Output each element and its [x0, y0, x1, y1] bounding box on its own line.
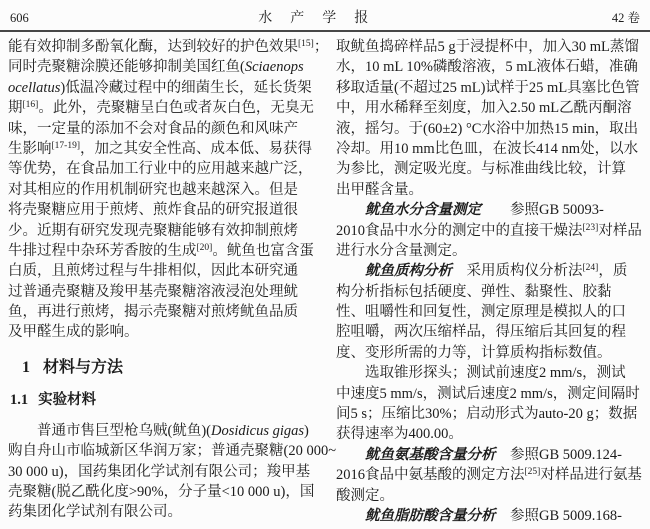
text-segment: 参照GB 5009.124- [495, 446, 622, 463]
subsection-title: 实验材料 [38, 391, 97, 408]
text-segment: 药集团化学试剂有限公司。 [8, 504, 182, 521]
text-segment: 间5 s；压缩比30%；启动形式为auto-20 g；数据 [336, 406, 638, 423]
text-segment: 壳聚糖(脱乙酰化度>90%，分子量<10 000 u)，国 [8, 484, 315, 501]
subsection-heading-experimental-materials [10, 390, 317, 410]
text-line [336, 159, 645, 179]
latin-species-name: ocellatus [8, 79, 61, 96]
section-title: 材料与方法 [43, 358, 124, 376]
text-line [8, 221, 317, 241]
text-segment: 度、变形所需的力等，计算质构指标数值。 [336, 344, 612, 361]
text-line [8, 261, 317, 281]
text-line [336, 363, 645, 383]
text-line [8, 322, 317, 342]
text-line [336, 465, 645, 485]
text-line [336, 98, 645, 118]
text-segment: 同时壳聚糖涂膜还能够抑制美国红鱼( [8, 59, 245, 76]
text-segment: 酸测定。 [336, 487, 394, 504]
text-line [8, 37, 329, 57]
text-line [8, 421, 317, 441]
right-column [336, 37, 645, 526]
text-segment: 30 000 u)，国药集团化学试剂有限公司；羧甲基 [8, 463, 311, 480]
text-segment: 过普通壳聚糖及羧甲基壳聚糖溶液浸泡处理鱿 [8, 283, 298, 300]
text-segment: 采用质构仪分析法 [452, 263, 583, 280]
text-line [8, 200, 317, 220]
text-line [336, 221, 645, 241]
text-line [336, 322, 645, 342]
text-line [8, 159, 317, 179]
text-segment: 白质，且煎烤过程与牛排相似，因此本研究通 [8, 263, 298, 280]
text-segment: 。鱿鱼也富含蛋 [212, 242, 314, 259]
text-segment: 等优势，在食品加工行业中的应用越来越广泛， [8, 161, 313, 178]
latin-species-name: Dosidicus gigas [211, 422, 305, 439]
reference-superscript: [20] [196, 242, 213, 253]
text-segment: 期 [8, 100, 23, 117]
text-line [336, 139, 645, 159]
text-segment: 中，用水稀释至刻度，加入2.50 mL乙酰丙酮溶 [336, 100, 632, 117]
reference-superscript: [16] [22, 100, 39, 111]
text-segment: 液，摇匀。于(60±2) °C水浴中加热15 min，取出 [336, 120, 639, 137]
run-in-heading: 鱿鱼质构分析 [365, 263, 452, 280]
text-line [336, 57, 645, 77]
page-number: 606 [10, 11, 29, 25]
text-line [8, 139, 317, 159]
text-line [336, 384, 645, 404]
text-segment: 冷却。用10 mm比色皿，在波长414 nm处，以水 [336, 140, 639, 157]
text-segment: 构分析指标包括硬度、弹性、黏聚性、胶黏 [336, 283, 612, 300]
text-segment: 购自舟山市临城新区华润万家；普通壳聚糖(20 000~ [8, 443, 337, 460]
text-line [336, 78, 645, 98]
text-line [336, 180, 645, 200]
text-segment: 取鱿鱼捣碎样品5 g于浸提杯中，加入30 mL蒸馏 [336, 39, 639, 55]
text-segment: 腔咀嚼，两次压缩样品，得压缩后其回复的程 [336, 324, 626, 341]
text-segment: 少。近期有研究发现壳聚糖能够有效抑制煎烤 [8, 222, 298, 239]
volume-label: 42 卷 [611, 11, 640, 25]
subsection-number: 1.1 [10, 391, 29, 408]
text-line [8, 57, 317, 77]
text-segment: )低温冷藏过程中的细菌生长，延长货架 [60, 79, 312, 96]
left-column [8, 37, 337, 526]
text-segment: 参照GB 5009.168- [495, 507, 622, 524]
reference-superscript: [24] [582, 263, 599, 274]
text-segment: 获得速率为400.00。 [336, 426, 463, 443]
text-segment: 水，10 mL 10%磷酸溶液，5 mL液体石蜡，准确 [336, 59, 638, 76]
text-segment: 选取锥形探头；测试前速度2 mm/s，测试 [336, 365, 626, 382]
text-line [336, 302, 645, 322]
text-segment: 及甲醛生成的影响。 [8, 324, 139, 341]
text-line [8, 462, 317, 482]
text-segment: 能有效抑制多酚氧化酶，达到较好的护色效果 [8, 39, 298, 55]
reference-superscript: [25] [524, 467, 541, 478]
text-line [336, 404, 645, 424]
reference-superscript: [17-19] [51, 140, 80, 151]
text-line [8, 502, 317, 522]
text-segment: ，加之其安全性高、成本低、易获得 [80, 140, 312, 157]
text-line [336, 282, 645, 302]
text-line [8, 241, 317, 261]
text-line [336, 261, 645, 281]
run-in-heading: 鱿鱼水分含量测定 [365, 202, 481, 219]
text-segment: ) [304, 422, 309, 439]
text-line [336, 506, 645, 526]
materials-paragraph [8, 421, 337, 523]
text-segment: 将壳聚糖应用于煎烤、煎炸食品的研究报道很 [8, 202, 298, 219]
run-in-heading: 鱿鱼氨基酸含量分析 [365, 446, 496, 463]
two-column-body [8, 37, 645, 526]
text-segment: 出甲醛含量。 [336, 181, 423, 198]
text-line [8, 302, 317, 322]
text-segment: 性、咀嚼性和回复性，测定原理是模拟人的口 [336, 304, 626, 321]
text-line [336, 486, 645, 506]
text-line [8, 441, 337, 461]
text-segment [336, 263, 365, 279]
header-divider [0, 30, 650, 32]
text-segment: 2010食品中水分的测定中的直接干燥法 [336, 222, 583, 239]
reference-superscript: [23] [582, 222, 599, 233]
text-line [8, 119, 317, 139]
text-segment: 鱼，再进行煎烤，揭示壳聚糖对煎烤鱿鱼品质 [8, 304, 298, 321]
text-segment: 牛排过程中杂环芳香胺的生成 [8, 242, 197, 259]
latin-species-name: Sciaenops [244, 59, 304, 76]
section-heading-materials-methods [22, 357, 317, 379]
text-segment: 2016食品中氨基酸的测定方法 [336, 467, 525, 484]
text-segment: 为参比，测定吸光度。与标准曲线比较，计算 [336, 161, 626, 178]
text-line [336, 343, 645, 363]
text-line [8, 482, 317, 502]
page-header [10, 7, 640, 27]
text-line [8, 78, 317, 98]
text-line [8, 98, 317, 118]
text-segment: 中速度5 mm/s，测试后速度2 mm/s，测定间隔时 [336, 385, 640, 402]
text-segment: ； [313, 39, 329, 55]
text-line [336, 424, 645, 444]
text-segment: 移取适量(不超过25 mL)试样于25 mL具塞比色管 [336, 79, 640, 96]
text-line [336, 445, 645, 465]
text-segment: 参照GB 50093- [481, 202, 604, 219]
text-line [336, 241, 645, 261]
text-segment: 对其相应的作用机制研究也越来越深入。但是 [8, 181, 298, 198]
intro-paragraph [8, 37, 329, 343]
reference-superscript: [15] [298, 39, 314, 49]
text-line [336, 200, 645, 220]
text-line [336, 37, 645, 57]
text-segment: 生影响 [8, 140, 52, 157]
text-segment [336, 447, 365, 463]
text-segment: 味，一定量的添加不会对食品的颜色和风味产 [8, 120, 298, 137]
section-number: 1 [22, 358, 30, 376]
run-in-heading: 鱿鱼脂肪酸含量分析 [365, 507, 496, 524]
text-line [8, 180, 317, 200]
journal-title: 水 产 学 报 [258, 11, 371, 26]
text-segment: 。此外，壳聚糖呈白色或者灰白色，无臭无 [38, 100, 314, 117]
text-segment [336, 508, 365, 524]
text-segment: 对样品进行氨基 [540, 467, 642, 484]
text-segment: ，质 [598, 263, 628, 280]
text-segment: 普通市售巨型枪乌贼(鱿鱼)( [8, 422, 211, 439]
methods-paragraphs [336, 37, 645, 526]
text-segment: 对样品 [598, 222, 642, 239]
text-line [336, 119, 645, 139]
text-segment [336, 202, 365, 218]
text-segment: 进行水分含量测定。 [336, 242, 467, 259]
text-line [8, 282, 317, 302]
